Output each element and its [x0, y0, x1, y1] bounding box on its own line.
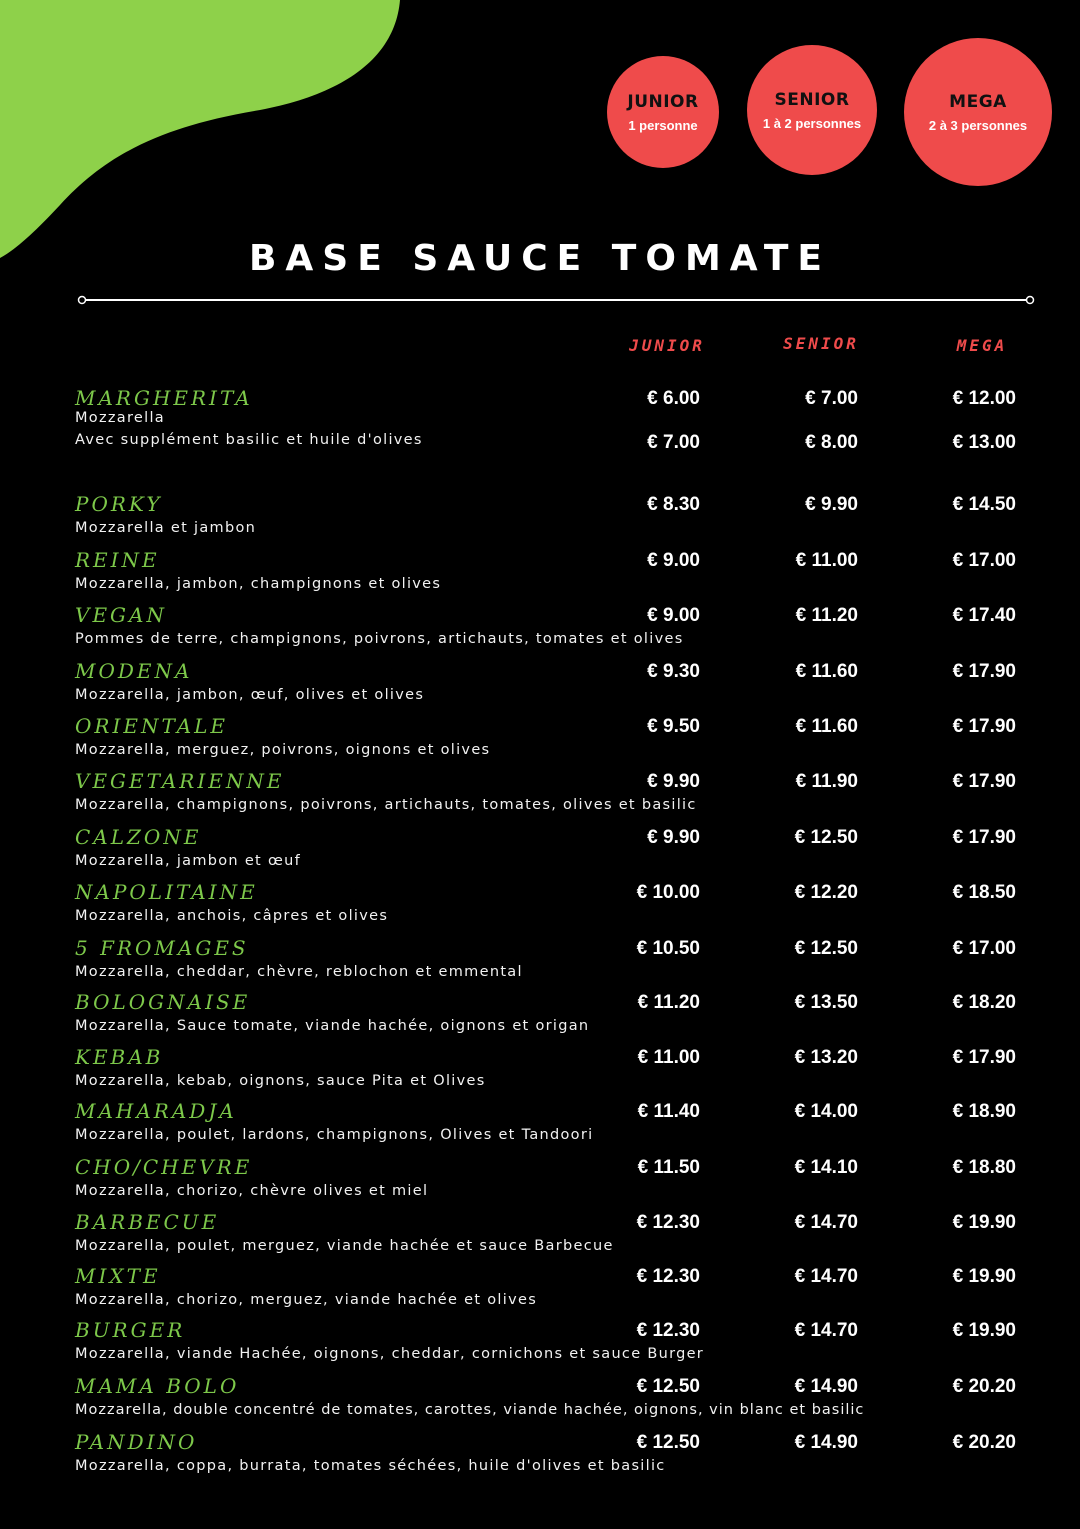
menu-item — [0, 1318, 1080, 1374]
pizza-description: Mozzarella, merguez, poivrons, oignons et olives — [75, 742, 491, 758]
pizza-name: BARBECUE — [75, 1210, 220, 1234]
price-senior: € 14.90 — [794, 1432, 858, 1453]
menu-item — [0, 769, 1080, 825]
menu-item — [0, 1430, 1080, 1486]
size-badges — [0, 0, 1080, 200]
price-junior: € 6.00 — [647, 388, 700, 409]
price-junior: € 11.50 — [637, 1157, 700, 1178]
price-mega: € 17.90 — [952, 1047, 1016, 1068]
pizza-name: KEBAB — [75, 1045, 164, 1069]
option-description: Avec supplément basilic et huile d'olives — [75, 432, 423, 448]
badge-senior-name: SENIOR — [774, 89, 850, 110]
price-junior: € 9.00 — [647, 605, 700, 626]
option-price-junior: € 7.00 — [647, 432, 700, 453]
price-junior: € 11.40 — [637, 1101, 700, 1122]
price-senior: € 14.10 — [794, 1157, 858, 1178]
menu-item — [0, 990, 1080, 1046]
price-junior: € 11.20 — [637, 992, 700, 1013]
price-junior: € 12.30 — [636, 1320, 700, 1341]
pizza-description: Mozzarella, Sauce tomate, viande hachée, oignons et origan — [75, 1018, 590, 1034]
price-junior: € 9.90 — [647, 827, 700, 848]
price-junior: € 11.00 — [637, 1047, 700, 1068]
pizza-name: MODENA — [75, 659, 193, 683]
price-senior: € 14.70 — [794, 1266, 858, 1287]
price-mega: € 17.00 — [952, 938, 1016, 959]
menu-item — [0, 548, 1080, 604]
pizza-name: PORKY — [75, 492, 163, 516]
pizza-description: Mozzarella, poulet, merguez, viande hachée et sauce Barbecue — [75, 1238, 614, 1254]
pizza-description: Pommes de terre, champignons, poivrons, artichauts, tomates et olives — [75, 631, 684, 647]
pizza-name: 5 FROMAGES — [75, 936, 249, 960]
price-senior: € 14.70 — [794, 1212, 858, 1233]
page-title: BASE SAUCE TOMATE — [248, 238, 831, 279]
price-mega: € 18.80 — [952, 1157, 1016, 1178]
pizza-name: MAHARADJA — [75, 1099, 237, 1123]
price-junior: € 9.30 — [647, 661, 700, 682]
price-junior: € 9.90 — [647, 771, 700, 792]
menu-item — [0, 1264, 1080, 1320]
badge-mega-sub: 2 à 3 personnes — [928, 117, 1028, 133]
price-mega: € 18.90 — [952, 1101, 1016, 1122]
price-mega: € 17.40 — [952, 605, 1016, 626]
pizza-description: Mozzarella — [75, 410, 165, 426]
price-mega: € 18.50 — [952, 882, 1016, 903]
menu-item — [0, 825, 1080, 881]
pizza-description: Mozzarella, chorizo, merguez, viande hachée et olives — [75, 1292, 538, 1308]
price-junior: € 10.50 — [636, 938, 700, 959]
price-mega: € 17.90 — [952, 716, 1016, 737]
column-header-senior: SENIOR — [783, 334, 859, 353]
price-mega: € 19.90 — [952, 1212, 1016, 1233]
menu-item — [0, 1210, 1080, 1266]
pizza-name: CHO/CHEVRE — [75, 1155, 253, 1179]
price-senior: € 14.00 — [794, 1101, 858, 1122]
pizza-description: Mozzarella, kebab, oignons, sauce Pita et Olives — [75, 1073, 486, 1089]
badge-junior-name: JUNIOR — [627, 91, 699, 112]
pizza-description: Mozzarella, coppa, burrata, tomates séchées, huile d'olives et basilic — [75, 1458, 666, 1474]
price-junior: € 8.30 — [647, 494, 700, 515]
pizza-name: BURGER — [75, 1318, 186, 1342]
pizza-name: VEGETARIENNE — [75, 769, 285, 793]
price-senior: € 11.00 — [795, 550, 858, 571]
menu-item — [0, 880, 1080, 936]
menu-item — [0, 936, 1080, 992]
pizza-name: CALZONE — [75, 825, 202, 849]
price-senior: € 13.20 — [794, 1047, 858, 1068]
pizza-name: ORIENTALE — [75, 714, 229, 738]
price-junior: € 12.50 — [636, 1432, 700, 1453]
price-senior: € 12.20 — [794, 882, 858, 903]
price-senior: € 7.00 — [805, 388, 858, 409]
pizza-name: MIXTE — [75, 1264, 161, 1288]
price-junior: € 12.30 — [636, 1266, 700, 1287]
pizza-description: Mozzarella, cheddar, chèvre, reblochon et emmental — [75, 964, 523, 980]
price-mega: € 17.90 — [952, 827, 1016, 848]
price-mega: € 12.00 — [952, 388, 1016, 409]
menu-item — [0, 1099, 1080, 1155]
pizza-name: REINE — [75, 548, 160, 572]
price-junior: € 9.00 — [647, 550, 700, 571]
option-price-mega: € 13.00 — [952, 432, 1016, 453]
column-header-junior: JUNIOR — [629, 336, 705, 355]
pizza-name: MARGHERITA — [75, 386, 253, 410]
price-mega: € 17.90 — [952, 771, 1016, 792]
price-mega: € 20.20 — [952, 1376, 1016, 1397]
badge-mega-name: MEGA — [949, 91, 1007, 112]
price-senior: € 11.60 — [795, 716, 858, 737]
column-header-mega: MEGA — [956, 336, 1008, 355]
price-senior: € 11.60 — [795, 661, 858, 682]
pizza-description: Mozzarella, jambon, champignons et olives — [75, 576, 442, 592]
pizza-name: BOLOGNAISE — [75, 990, 251, 1014]
price-senior: € 14.70 — [794, 1320, 858, 1341]
price-senior: € 12.50 — [794, 827, 858, 848]
price-mega: € 17.90 — [952, 661, 1016, 682]
pizza-description: Mozzarella, jambon et œuf — [75, 853, 301, 869]
pizza-description: Mozzarella, champignons, poivrons, artichauts, tomates, olives et basilic — [75, 797, 697, 813]
price-junior: € 9.50 — [647, 716, 700, 737]
badge-junior-sub: 1 personne — [628, 117, 698, 133]
menu-item — [0, 714, 1080, 770]
title-divider — [76, 292, 1036, 308]
price-mega: € 20.20 — [952, 1432, 1016, 1453]
pizza-description: Mozzarella, jambon, œuf, olives et olives — [75, 687, 425, 703]
price-mega: € 19.90 — [952, 1266, 1016, 1287]
badge-senior-sub: 1 à 2 personnes — [762, 115, 862, 131]
pizza-description: Mozzarella, viande Hachée, oignons, cheddar, cornichons et sauce Burger — [75, 1346, 705, 1362]
badge-junior — [607, 56, 719, 168]
menu-item — [0, 659, 1080, 715]
menu-item — [0, 603, 1080, 659]
price-senior: € 11.20 — [795, 605, 858, 626]
price-senior: € 13.50 — [794, 992, 858, 1013]
menu-item-option — [0, 432, 1080, 458]
menu-item — [0, 1374, 1080, 1430]
menu-item — [0, 1155, 1080, 1211]
pizza-description: Mozzarella, anchois, câpres et olives — [75, 908, 389, 924]
price-junior: € 12.30 — [636, 1212, 700, 1233]
pizza-description: Mozzarella, double concentré de tomates, carottes, viande hachée, oignons, vin blanc et basilic — [75, 1402, 865, 1418]
badge-senior — [747, 45, 877, 175]
option-price-senior: € 8.00 — [805, 432, 858, 453]
price-junior: € 10.00 — [636, 882, 700, 903]
menu-item — [0, 1045, 1080, 1101]
pizza-description: Mozzarella, chorizo, chèvre olives et miel — [75, 1183, 429, 1199]
price-mega: € 18.20 — [952, 992, 1016, 1013]
price-mega: € 19.90 — [952, 1320, 1016, 1341]
pizza-name: MAMA BOLO — [75, 1374, 240, 1398]
menu-item — [0, 492, 1080, 548]
price-mega: € 17.00 — [952, 550, 1016, 571]
price-junior: € 12.50 — [636, 1376, 700, 1397]
pizza-description: Mozzarella et jambon — [75, 520, 257, 536]
price-senior: € 12.50 — [794, 938, 858, 959]
price-mega: € 14.50 — [952, 494, 1016, 515]
price-senior: € 14.90 — [794, 1376, 858, 1397]
badge-mega — [904, 38, 1052, 186]
pizza-name: PANDINO — [75, 1430, 198, 1454]
pizza-description: Mozzarella, poulet, lardons, champignons, Olives et Tandoori — [75, 1127, 594, 1143]
price-senior: € 9.90 — [805, 494, 858, 515]
price-senior: € 11.90 — [795, 771, 858, 792]
pizza-name: NAPOLITAINE — [75, 880, 258, 904]
pizza-name: VEGAN — [75, 603, 167, 627]
